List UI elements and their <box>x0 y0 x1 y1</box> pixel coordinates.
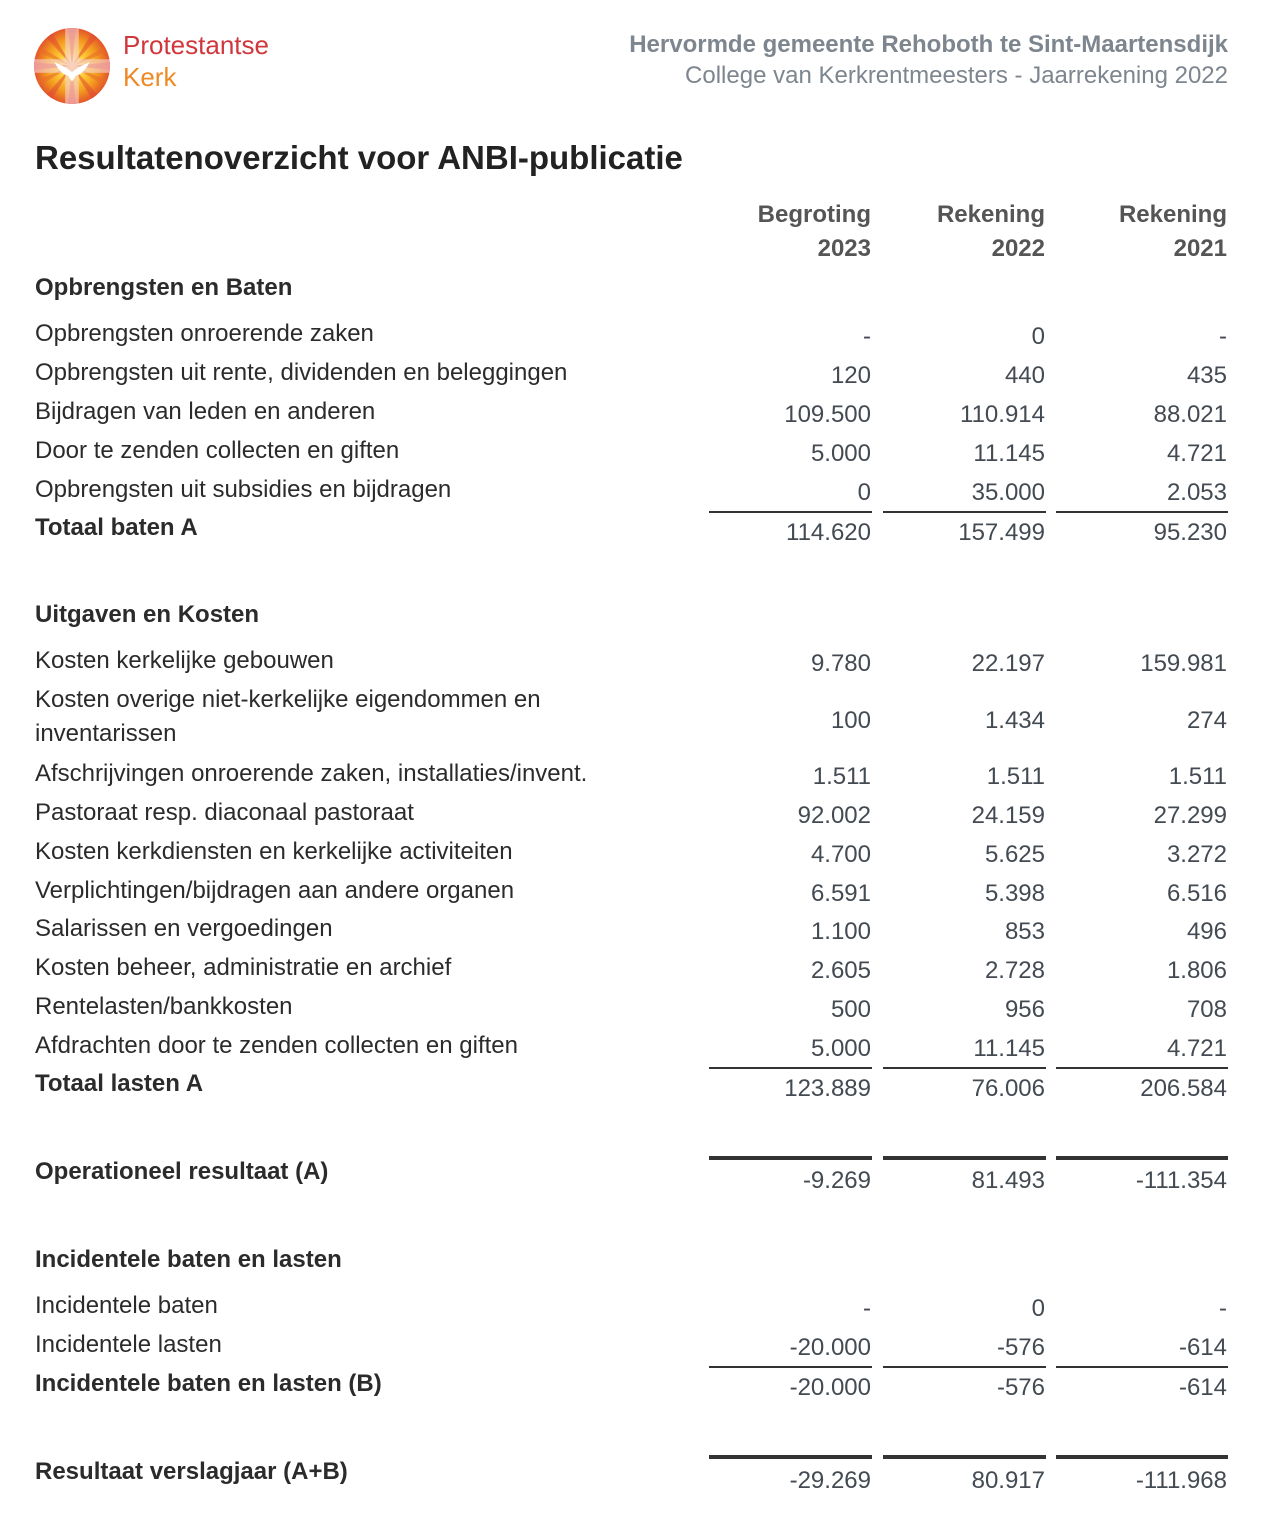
value-begroting-2023: 4.700 <box>810 841 871 868</box>
value-rekening-2022: 5.398 <box>984 880 1045 907</box>
value-begroting-2023: 0 <box>857 479 871 506</box>
value-rekening-2022: 1.434 <box>984 707 1045 734</box>
value-rekening-2022: 81.493 <box>971 1167 1045 1194</box>
column-header-line1: Begroting <box>757 201 871 228</box>
total-row-lasten <box>0 1070 1263 1106</box>
subtotal-rule <box>883 1067 1046 1069</box>
value-rekening-2021: 2.053 <box>1166 479 1227 506</box>
value-rekening-2021: -614 <box>1178 1334 1227 1361</box>
row-label: Afdrachten door te zenden collecten en giften <box>35 1032 518 1059</box>
value-rekening-2021: - <box>1219 1295 1227 1322</box>
subtotal-rule <box>883 1366 1046 1368</box>
section-heading-incidenteel: Incidentele baten en lasten <box>35 1246 342 1273</box>
row-label: Resultaat verslagjaar (A+B) <box>35 1458 348 1485</box>
subtotal-rule <box>1056 1366 1228 1368</box>
value-begroting-2023: - <box>863 1295 871 1322</box>
value-rekening-2022: 76.006 <box>971 1075 1045 1102</box>
logo-text-protestantse: Protestantse <box>123 30 269 60</box>
operationeel-resultaat-row <box>0 1158 1263 1194</box>
value-begroting-2023: 123.889 <box>784 1075 871 1102</box>
value-rekening-2021: -614 <box>1178 1374 1227 1401</box>
resultaat-verslagjaar-row <box>0 1458 1263 1494</box>
row-label: Incidentele baten en lasten (B) <box>35 1370 382 1397</box>
table-row <box>0 1032 1263 1068</box>
column-header-begroting-2023 <box>758 198 871 266</box>
column-header-line2: 2022 <box>991 235 1045 262</box>
row-label: Kosten kerkelijke gebouwen <box>35 647 334 674</box>
value-rekening-2022: 956 <box>1004 996 1045 1023</box>
value-begroting-2023: 500 <box>830 996 871 1023</box>
table-row <box>0 647 1263 683</box>
value-rekening-2021: -111.968 <box>1135 1467 1227 1494</box>
table-row <box>0 1331 1263 1367</box>
row-label: Kosten overige niet-kerkelijke eigendommen en <box>35 686 541 713</box>
subtotal-rule <box>709 511 872 513</box>
table-row <box>0 320 1263 356</box>
value-rekening-2022: 22.197 <box>971 650 1045 677</box>
table-row <box>0 993 1263 1029</box>
row-label: Pastoraat resp. diaconaal pastoraat <box>35 799 414 826</box>
value-rekening-2021: 708 <box>1186 996 1227 1023</box>
value-rekening-2022: 35.000 <box>971 479 1045 506</box>
value-rekening-2022: 110.914 <box>960 401 1045 428</box>
value-begroting-2023: 6.591 <box>810 880 871 907</box>
value-begroting-2023: 5.000 <box>810 440 871 467</box>
value-begroting-2023: 9.780 <box>810 650 871 677</box>
value-begroting-2023: 5.000 <box>810 1035 871 1062</box>
row-label: Door te zenden collecten en giften <box>35 437 400 464</box>
value-rekening-2021: 4.721 <box>1166 440 1227 467</box>
section-heading-lasten: Uitgaven en Kosten <box>35 601 260 628</box>
table-row <box>0 760 1263 796</box>
value-rekening-2022: 0 <box>1031 323 1045 350</box>
value-begroting-2023: 114.620 <box>786 519 871 546</box>
value-rekening-2021: 435 <box>1186 362 1227 389</box>
value-rekening-2022: 1.511 <box>986 763 1045 790</box>
table-row <box>0 799 1263 835</box>
value-rekening-2021: 6.516 <box>1166 880 1227 907</box>
logo-text-kerk: Kerk <box>123 62 177 92</box>
table-row <box>0 915 1263 951</box>
protestantse-kerk-logo <box>33 27 303 107</box>
value-rekening-2021: 27.299 <box>1153 802 1227 829</box>
column-header-line2: 2023 <box>817 235 871 262</box>
row-label: Opbrengsten uit subsidies en bijdragen <box>35 476 452 503</box>
value-rekening-2022: 853 <box>1004 918 1045 945</box>
row-label: Kosten beheer, administratie en archief <box>35 954 452 981</box>
column-header-rekening-2022 <box>937 198 1045 266</box>
row-label: Incidentele lasten <box>35 1331 222 1358</box>
value-rekening-2021: 206.584 <box>1140 1075 1227 1102</box>
subtotal-rule <box>709 1366 872 1368</box>
value-rekening-2022: 0 <box>1031 1295 1045 1322</box>
row-label: Kosten kerkdiensten en kerkelijke activiteiten <box>35 838 513 865</box>
value-begroting-2023: 2.605 <box>810 957 871 984</box>
section-heading-baten: Opbrengsten en Baten <box>35 274 293 301</box>
row-label: Opbrengsten onroerende zaken <box>35 320 374 347</box>
value-begroting-2023: -9.269 <box>802 1167 871 1194</box>
total-row-incidenteel <box>0 1370 1263 1406</box>
table-row <box>0 877 1263 913</box>
value-rekening-2021: 95.230 <box>1153 519 1227 546</box>
subtotal-rule <box>1056 511 1228 513</box>
value-begroting-2023: 1.511 <box>812 763 871 790</box>
value-rekening-2021: 88.021 <box>1153 401 1227 428</box>
row-label: Rentelasten/bankkosten <box>35 993 293 1020</box>
value-rekening-2022: 24.159 <box>971 802 1045 829</box>
column-header-line1: Rekening <box>936 201 1045 228</box>
row-label: Bijdragen van leden en anderen <box>35 398 376 425</box>
value-rekening-2021: 1.511 <box>1168 763 1227 790</box>
value-begroting-2023: 100 <box>830 707 871 734</box>
value-rekening-2021: 3.272 <box>1166 841 1227 868</box>
value-rekening-2022: 80.917 <box>971 1467 1045 1494</box>
value-rekening-2021: 159.981 <box>1140 650 1227 677</box>
value-rekening-2022: 2.728 <box>984 957 1045 984</box>
value-rekening-2022: 11.145 <box>973 1035 1045 1062</box>
value-begroting-2023: - <box>863 323 871 350</box>
total-row-baten <box>0 514 1263 550</box>
value-rekening-2022: -576 <box>996 1374 1045 1401</box>
page-title: Resultatenoverzicht voor ANBI-publicatie <box>35 139 683 176</box>
row-label-continued: inventarissen <box>35 720 177 747</box>
value-rekening-2022: 440 <box>1004 362 1045 389</box>
value-rekening-2021: -111.354 <box>1135 1167 1227 1194</box>
value-rekening-2021: 274 <box>1186 707 1227 734</box>
table-row <box>0 838 1263 874</box>
column-header-rekening-2021 <box>1119 198 1227 266</box>
row-label: Totaal lasten A <box>35 1070 204 1097</box>
dove-sunburst-icon <box>33 27 111 105</box>
document-subtitle: College van Kerkrentmeesters - Jaarrekening 2022 <box>685 62 1228 89</box>
value-rekening-2021: - <box>1219 323 1227 350</box>
row-label: Incidentele baten <box>35 1292 218 1319</box>
value-rekening-2021: 4.721 <box>1166 1035 1227 1062</box>
value-begroting-2023: -29.269 <box>789 1467 871 1494</box>
table-row <box>0 398 1263 434</box>
value-begroting-2023: -20.000 <box>789 1374 871 1401</box>
row-label: Opbrengsten uit rente, dividenden en beleggingen <box>35 359 568 386</box>
column-header-line2: 2021 <box>1173 235 1227 262</box>
row-label: Verplichtingen/bijdragen aan andere organen <box>35 877 515 904</box>
table-row <box>0 686 1263 758</box>
value-rekening-2022: -576 <box>996 1334 1045 1361</box>
row-label: Operationeel resultaat (A) <box>35 1158 329 1185</box>
row-label: Totaal baten A <box>35 514 198 541</box>
table-row <box>0 1292 1263 1328</box>
table-row <box>0 359 1263 395</box>
value-begroting-2023: -20.000 <box>789 1334 871 1361</box>
value-rekening-2022: 5.625 <box>984 841 1045 868</box>
value-rekening-2021: 496 <box>1186 918 1227 945</box>
row-label: Afschrijvingen onroerende zaken, installaties/invent. <box>35 760 588 787</box>
column-header-line1: Rekening <box>1118 201 1227 228</box>
row-label: Salarissen en vergoedingen <box>35 915 333 942</box>
table-row <box>0 437 1263 473</box>
organization-name: Hervormde gemeente Rehoboth te Sint-Maartensdijk <box>629 31 1228 58</box>
value-rekening-2021: 1.806 <box>1166 957 1227 984</box>
subtotal-rule <box>709 1067 872 1069</box>
value-begroting-2023: 109.500 <box>784 401 871 428</box>
value-begroting-2023: 1.100 <box>810 918 871 945</box>
value-rekening-2022: 11.145 <box>973 440 1045 467</box>
table-row <box>0 476 1263 512</box>
value-begroting-2023: 120 <box>830 362 871 389</box>
document-header <box>629 30 1228 92</box>
subtotal-rule <box>1056 1067 1228 1069</box>
table-row <box>0 954 1263 990</box>
value-begroting-2023: 92.002 <box>797 802 871 829</box>
subtotal-rule <box>883 511 1046 513</box>
value-rekening-2022: 157.499 <box>958 519 1045 546</box>
